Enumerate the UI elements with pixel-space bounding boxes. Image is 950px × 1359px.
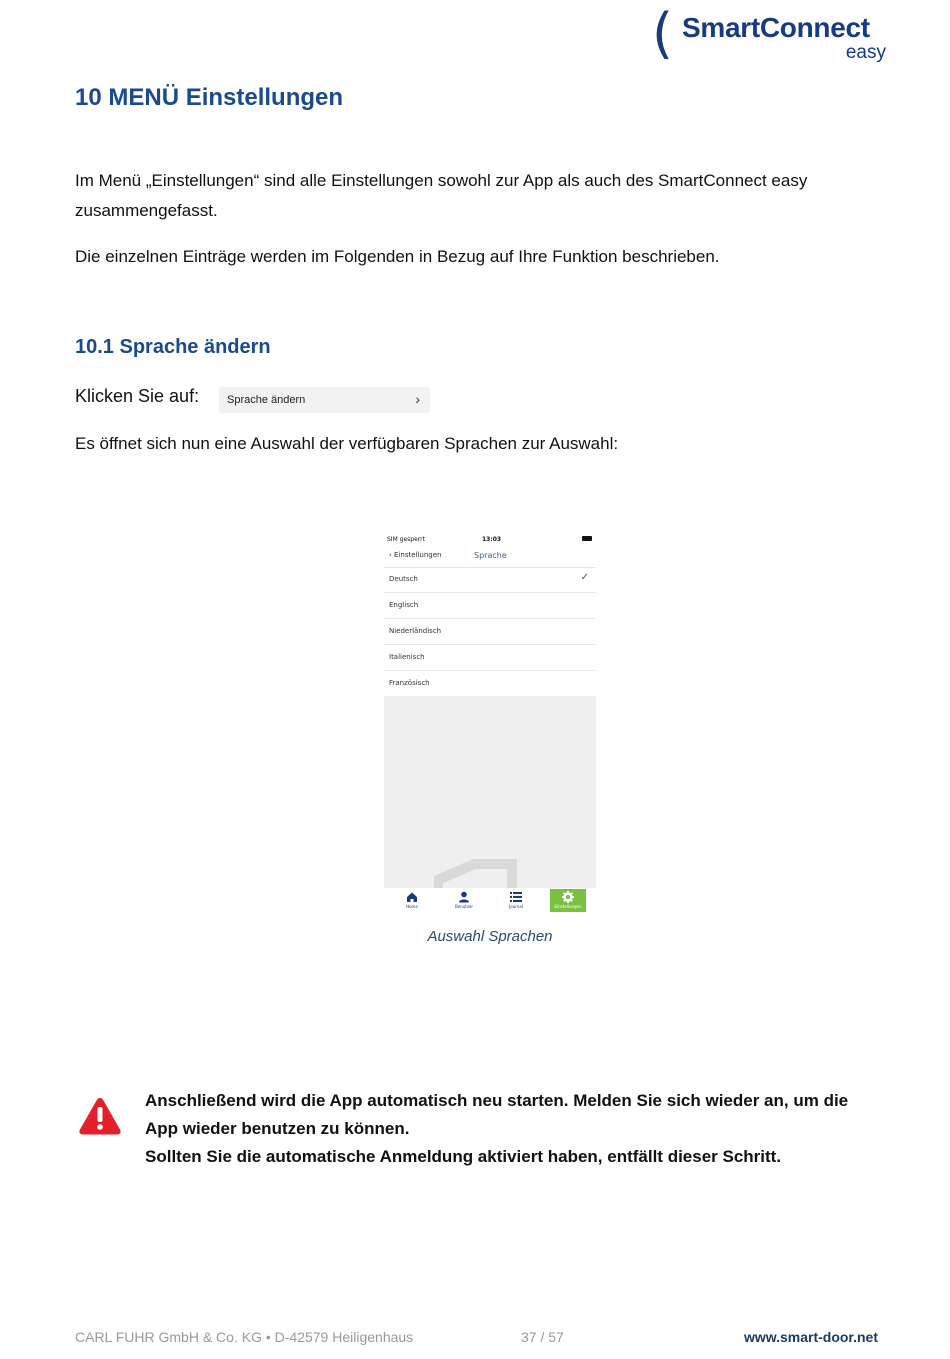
- tab-bar: [384, 888, 596, 913]
- sprache-aendern-button[interactable]: [219, 387, 430, 413]
- sprache-aendern-label: Sprache ändern: [227, 394, 306, 406]
- intro-paragraph-2: Die einzelnen Einträge werden im Folgenden in Bezug auf Ihre Funktion beschrieben.: [75, 247, 720, 266]
- gear-icon: [562, 891, 574, 903]
- language-item-franzoesisch[interactable]: [384, 671, 596, 697]
- phone-screenshot: [384, 531, 596, 913]
- warning-line-2: App wieder benutzen zu können.: [145, 1119, 410, 1138]
- figure-caption: Auswahl Sprachen: [427, 928, 553, 945]
- tab-label: Benutzer: [454, 904, 474, 909]
- intro-line-2: zusammengefasst.: [75, 201, 218, 220]
- language-name: Französisch: [389, 679, 430, 687]
- nav-title: Sprache: [474, 551, 507, 560]
- checkmark-icon: ✓: [580, 572, 589, 583]
- language-name: Englisch: [389, 601, 419, 609]
- back-button[interactable]: ‹ Einstellungen: [389, 551, 442, 559]
- battery-icon: [582, 536, 592, 541]
- language-list: [384, 567, 596, 697]
- logo-sub: easy: [845, 42, 886, 63]
- language-name: Italienisch: [389, 653, 425, 661]
- warning-text: [145, 1087, 885, 1171]
- language-name: Niederländisch: [389, 627, 442, 635]
- language-item-niederlaendisch[interactable]: [384, 619, 596, 645]
- chevron-right-icon: ›: [415, 391, 420, 407]
- footer-page-number: 37 / 57: [521, 1329, 564, 1345]
- footer-website-link[interactable]: www.smart-door.net: [743, 1329, 878, 1345]
- language-name: Deutsch: [389, 575, 418, 583]
- section-title: 10.1 Sprache ändern: [75, 336, 271, 358]
- warning-triangle-icon: [78, 1096, 122, 1136]
- footer-company: CARL FUHR GmbH & Co. KG • D-42579 Heiligenhaus: [75, 1329, 414, 1345]
- intro-paragraph-1: [75, 166, 807, 226]
- language-item-italienisch[interactable]: [384, 645, 596, 671]
- tab-journal[interactable]: [498, 889, 534, 912]
- page-title: 10 MENÜ Einstellungen: [75, 84, 344, 111]
- user-icon: [458, 891, 470, 903]
- warning-line-1: Anschließend wird die App automatisch neu starten. Melden Sie sich wieder an, um die: [145, 1091, 849, 1110]
- nav-bar: [384, 547, 596, 568]
- app-background: [384, 696, 596, 888]
- carrier-text: SIM gesperrt: [387, 536, 425, 543]
- tab-label: Einstellungen: [554, 904, 582, 909]
- status-bar: [384, 531, 596, 547]
- tab-einstellungen[interactable]: [550, 889, 586, 912]
- logo-bracket-icon: (: [652, 2, 674, 65]
- home-icon: [406, 891, 418, 903]
- back-label: Einstellungen: [394, 551, 442, 559]
- language-description: Es öffnet sich nun eine Auswahl der verfügbaren Sprachen zur Auswahl:: [75, 434, 619, 453]
- click-instruction: Klicken Sie auf:: [75, 386, 200, 406]
- tab-label: Home: [406, 904, 418, 909]
- intro-line-1: Im Menü „Einstellungen“ sind alle Einstellungen sowohl zur App als auch des SmartConnect easy: [75, 171, 808, 190]
- language-item-deutsch[interactable]: [384, 567, 596, 593]
- tab-benutzer[interactable]: [446, 889, 482, 912]
- list-icon: [510, 891, 522, 903]
- warning-line-3: Sollten Sie die automatische Anmeldung aktiviert haben, entfällt dieser Schritt.: [145, 1147, 782, 1166]
- smartconnect-logo: [650, 2, 890, 65]
- logo-brand: SmartConnect: [682, 12, 870, 43]
- tab-label: Journal: [509, 904, 523, 909]
- clock-text: 13:03: [482, 536, 502, 543]
- language-item-englisch[interactable]: [384, 593, 596, 619]
- tab-home[interactable]: [394, 889, 430, 912]
